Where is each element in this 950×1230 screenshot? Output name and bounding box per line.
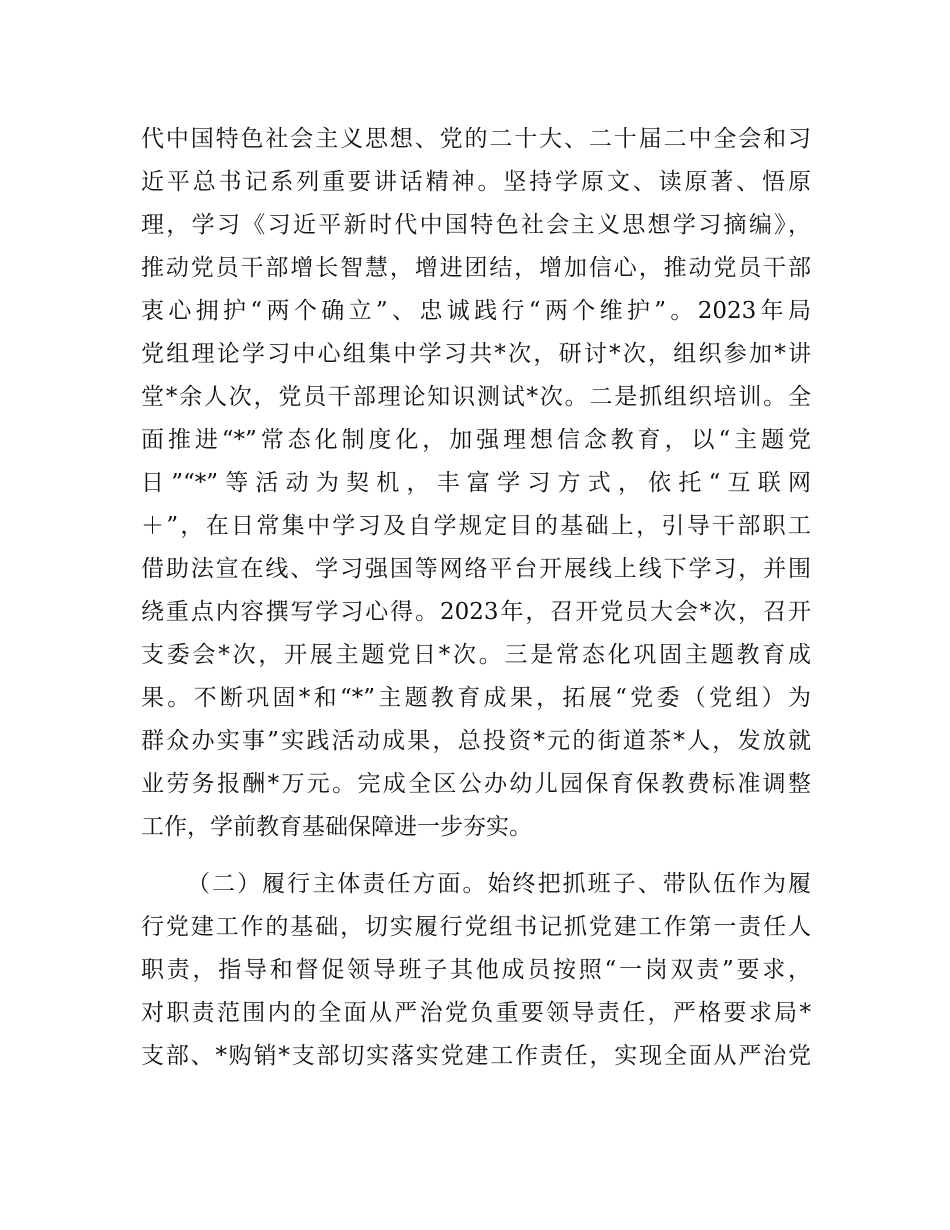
text-line: 理，学习《习近平新时代中国特色社会主义思想学习摘编》，: [141, 212, 811, 238]
paragraph-study-education: [141, 118, 811, 849]
text-line: 绕重点内容撰写学习心得。2023年，召开党员大会*次，召开: [141, 599, 811, 625]
text-line: 工作，学前教育基础保障进一步夯实。: [141, 814, 532, 840]
text-line: 堂*余人次，党员干部理论知识测试*次。二是抓组织培训。全: [141, 384, 811, 410]
text-line: ＋”，在日常集中学习及自学规定目的基础上，引导干部职工: [141, 513, 811, 539]
text-line: 果。不断巩固*和“*”主题教育成果，拓展“党委（党组）为: [141, 685, 811, 711]
text-line: 业劳务报酬*万元。完成全区公办幼儿园保育保教费标准调整: [141, 771, 811, 797]
text-line: 代中国特色社会主义思想、党的二十大、二十届二中全会和习: [141, 126, 811, 152]
text-line: 日”“*”等活动为契机，丰富学习方式，依托“互联网: [141, 470, 811, 496]
text-line: 群众办实事”实践活动成果，总投资*元的街道茶*人，发放就: [141, 728, 811, 754]
text-line: 推动党员干部增长智慧，增进团结，增加信心，推动党员干部: [141, 255, 811, 281]
text-line: 面推进“*”常态化制度化，加强理想信念教育，以“主题党: [141, 427, 811, 453]
text-line: 支部、*购销*支部切实落实党建工作责任，实现全面从严治党: [141, 1043, 811, 1069]
paragraph-main-responsibility: [141, 863, 811, 1078]
text-line: 党组理论学习中心组集中学习共*次，研讨*次，组织参加*讲: [141, 341, 811, 367]
text-line: 借助法宣在线、学习强国等网络平台开展线上线下学习，并围: [141, 556, 811, 582]
text-line: 衷心拥护“两个确立”、忠诚践行“两个维护”。2023年局: [141, 298, 811, 324]
text-line: 支委会*次，开展主题党日*次。三是常态化巩固主题教育成: [141, 642, 811, 668]
text-line: 行党建工作的基础，切实履行党组书记抓党建工作第一责任人: [141, 914, 811, 940]
text-line: 近平总书记系列重要讲话精神。坚持学原文、读原著、悟原: [141, 169, 811, 195]
section-heading-line: （二）履行主体责任方面。始终把抓班子、带队伍作为履: [187, 871, 811, 897]
text-line: 对职责范围内的全面从严治党负重要领导责任，严格要求局*: [141, 1000, 811, 1026]
text-line: 职责，指导和督促领导班子其他成员按照“一岗双责”要求，: [141, 957, 811, 983]
